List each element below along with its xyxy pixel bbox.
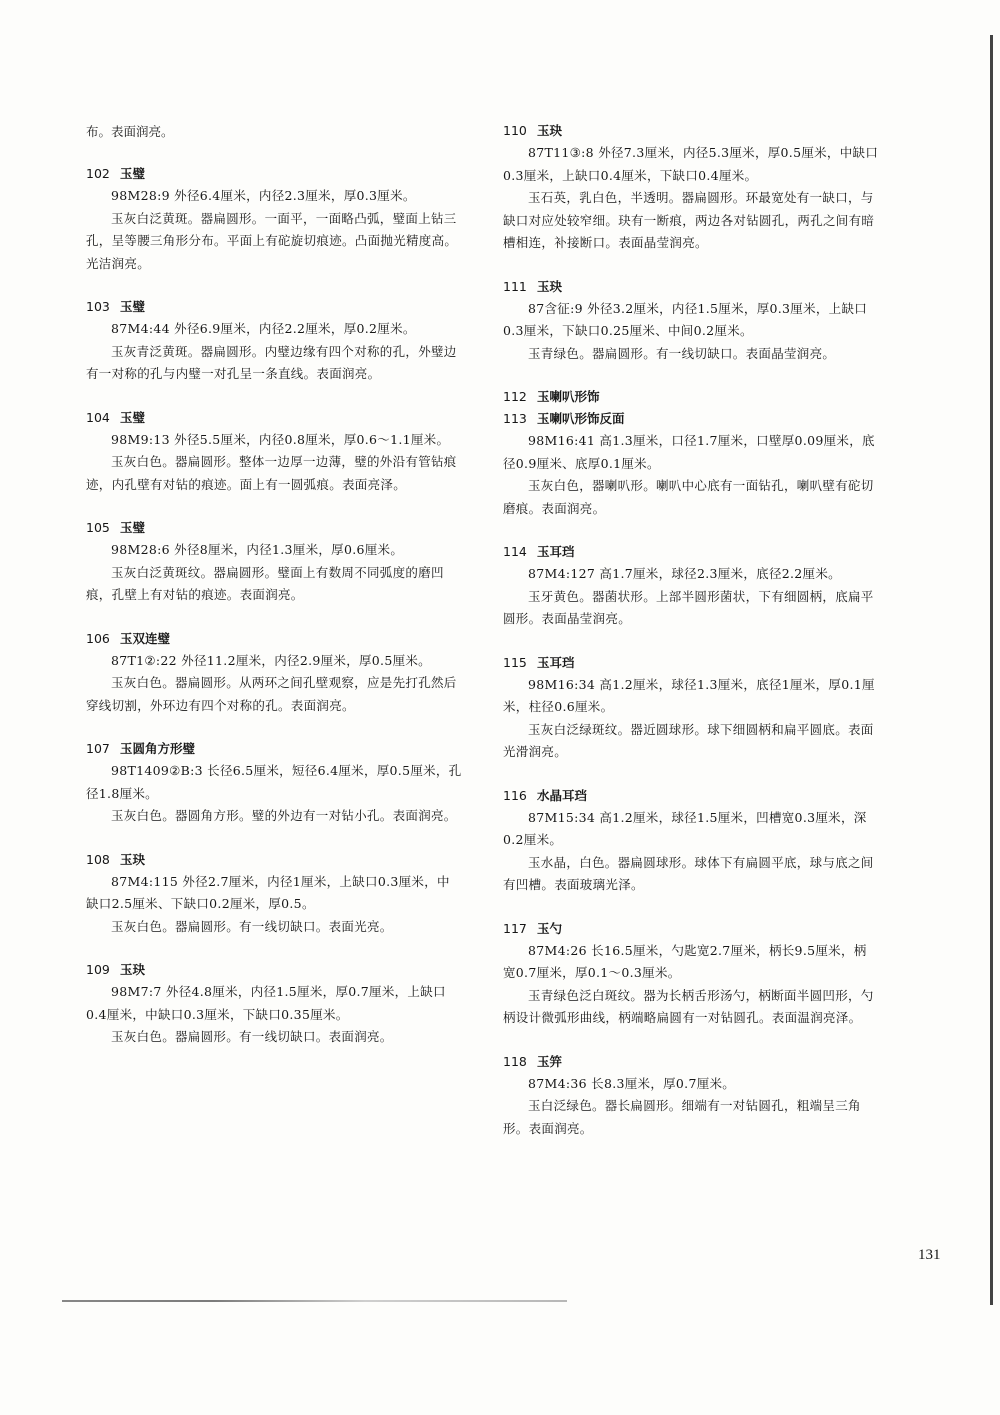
entry-description: 玉灰白色。器扁圆形。有一线切缺口。表面润亮。: [111, 1029, 393, 1044]
entry-heading: [86, 628, 462, 650]
entry-heading: [503, 120, 879, 142]
entry-number: 116: [503, 787, 527, 803]
entry-measurements: 87M4:44 外径6.9厘米，内径2.2厘米，厚0.2厘米。: [111, 321, 416, 336]
entry-measurements: 87T1②:22 外径11.2厘米，内径2.9厘米，厚0.5厘米。: [111, 652, 431, 668]
entry-measurements: 98M28:9 外径6.4厘米，内径2.3厘米，厚0.3厘米。: [111, 188, 416, 203]
entry-number: 106: [86, 630, 110, 646]
entry-title: 玉玦: [537, 123, 563, 138]
entry-title: 玉玦: [120, 851, 146, 867]
entry-measurements: 87M4:36 长8.3厘米，厚0.7厘米。: [528, 1075, 736, 1091]
entry-heading: [86, 163, 462, 185]
right-entries: [503, 120, 879, 1140]
catalog-entry: [503, 408, 879, 520]
entry-number: 102: [86, 166, 110, 181]
entry-description: 玉灰白泛绿斑纹。器近圆球形。球下细圆柄和扁平圆底。表面光滑润亮。: [503, 721, 874, 759]
continuation-text: 布。表面润亮。: [86, 124, 174, 139]
catalog-entry: [86, 849, 462, 939]
scan-edge-line: [990, 35, 993, 1305]
entry-heading: [503, 652, 879, 674]
entry-number: 117: [503, 920, 527, 936]
catalog-entry: [86, 296, 462, 386]
catalog-entry: [503, 386, 879, 408]
catalog-entry: [86, 738, 462, 828]
entry-heading: [503, 386, 879, 408]
entry-title: 玉璧: [120, 166, 146, 181]
entry-title: 玉双连璧: [120, 630, 171, 646]
entry-number: 112: [503, 389, 527, 404]
catalog-entry: [503, 785, 879, 897]
entry-description: 玉青绿色泛白斑纹。器为长柄舌形汤勺，柄断面半圆凹形，勺柄设计微弧形曲线，柄端略扁圆有一对钻圆孔。表面温润亮泽。: [503, 987, 874, 1025]
entry-description: 玉灰白泛黄斑纹。器扁圆形。璧面上有数周不同弧度的磨凹痕，孔壁上有对钻的痕迹。表面润亮。: [86, 564, 444, 602]
entry-description: 玉灰白泛黄斑。器扁圆形。一面平，一面略凸弧，璧面上钻三孔，呈等腰三角形分布。平面上有砣旋切痕迹。凸面抛光精度高。光洁润亮。: [86, 210, 458, 271]
entry-heading: [503, 918, 879, 940]
entry-title: 水晶耳珰: [537, 787, 588, 803]
entry-description: 玉牙黄色。器菌状形。上部半圆形菌状，下有细圆柄，底扁平圆形。表面晶莹润亮。: [503, 588, 874, 626]
entry-heading: [86, 959, 462, 981]
entry-number: 104: [86, 409, 110, 425]
entry-title: 玉圆角方形璧: [120, 741, 196, 756]
entry-title: 玉喇叭形饰反面: [537, 411, 625, 426]
catalog-entry: [503, 652, 879, 764]
entry-heading: [503, 541, 879, 563]
catalog-entry: [86, 517, 462, 607]
entry-title: 玉璧: [120, 409, 146, 425]
entry-number: 109: [86, 962, 110, 977]
entry-measurements: 98M16:34 高1.2厘米，球径1.3厘米，底径1厘米，厚0.1厘米，柱径0.6厘米。: [503, 676, 875, 714]
entry-number: 107: [86, 741, 110, 756]
entry-title: 玉喇叭形饰: [537, 389, 600, 404]
entry-number: 110: [503, 123, 527, 138]
entry-measurements: 98T1409②B:3 长径6.5厘米，短径6.4厘米，厚0.5厘米，孔径1.8厘米。: [86, 763, 462, 801]
scan-bottom-line: [62, 1300, 567, 1302]
catalog-entry: [86, 407, 462, 497]
entry-number: 114: [503, 544, 527, 559]
entry-description: 玉灰青泛黄斑。器扁圆形。内璧边缘有四个对称的孔，外璧边有一对称的孔与内璧一对孔呈一条直线。表面润亮。: [86, 343, 457, 381]
entry-heading: [503, 408, 879, 430]
entry-measurements: 87M4:127 高1.7厘米，球径2.3厘米，底径2.2厘米。: [528, 566, 841, 581]
entry-number: 115: [503, 654, 527, 670]
entry-measurements: 87T11③:8 外径7.3厘米，内径5.3厘米，厚0.5厘米，中缺口0.3厘米，上缺口0.4厘米，下缺口0.4厘米。: [503, 145, 879, 183]
entry-description: 玉灰白色。器圆角方形。璧的外边有一对钻小孔。表面润亮。: [111, 808, 457, 823]
entry-number: 105: [86, 520, 110, 535]
entry-heading: [503, 785, 879, 807]
entry-number: 113: [503, 411, 527, 426]
entry-description: 玉水晶，白色。器扁圆球形。球体下有扁圆平底，球与底之间有凹槽。表面玻璃光泽。: [503, 854, 874, 892]
entry-number: 118: [503, 1053, 527, 1069]
right-column: [503, 120, 879, 1161]
entry-title: 玉笄: [537, 1053, 563, 1069]
catalog-entry: [86, 959, 462, 1049]
entry-measurements: 98M7:7 外径4.8厘米，内径1.5厘米，厚0.7厘米，上缺口0.4厘米，中缺口0.3厘米，下缺口0.35厘米。: [86, 984, 446, 1022]
entry-description: 玉灰白色。器扁圆形。有一线切缺口。表面光亮。: [111, 918, 393, 934]
entry-description: 玉灰白色。器扁圆形。整体一边厚一边薄，璧的外沿有管钻痕迹，内孔壁有对钻的痕迹。面上有一圆弧痕。表面亮泽。: [86, 454, 457, 492]
catalog-entry: [86, 628, 462, 718]
catalog-entry: [503, 120, 879, 255]
entry-title: 玉耳珰: [537, 544, 575, 559]
entry-title: 玉璧: [120, 299, 146, 314]
entry-description: 玉灰白色，器喇叭形。喇叭中心底有一面钻孔，喇叭壁有砣切磨痕。表面润亮。: [503, 478, 874, 516]
entry-measurements: 98M28:6 外径8厘米，内径1.3厘米，厚0.6厘米。: [111, 542, 404, 557]
entry-measurements: 98M16:41 高1.3厘米，口径1.7厘米，口壁厚0.09厘米，底径0.9厘米、底厚0.1厘米。: [503, 433, 875, 471]
entry-title: 玉玦: [537, 278, 563, 294]
catalog-entry: [503, 541, 879, 631]
entry-number: 103: [86, 299, 110, 314]
entry-measurements: 87M4:115 外径2.7厘米，内径1厘米，上缺口0.3厘米，中缺口2.5厘米、下缺口0.2厘米，厚0.5。: [86, 873, 450, 911]
entry-heading: [86, 738, 462, 760]
page-number: 131: [918, 1247, 941, 1263]
entry-description: 玉灰白色。器扁圆形。从两环之间孔壁观察，应是先打孔然后穿线切割，外环边有四个对称的孔。表面润亮。: [86, 675, 457, 713]
entry-heading: [503, 1051, 879, 1073]
entry-heading: [503, 276, 879, 298]
catalog-entry: [503, 918, 879, 1030]
catalog-entry: [503, 1051, 879, 1141]
catalog-entry: [86, 163, 462, 275]
catalog-entry: [503, 276, 879, 366]
entry-title: 玉璧: [120, 520, 146, 535]
entry-description: 玉青绿色。器扁圆形。有一线切缺口。表面晶莹润亮。: [528, 345, 836, 361]
entry-title: 玉耳珰: [537, 654, 575, 670]
entry-heading: [86, 517, 462, 539]
entry-title: 玉勺: [537, 920, 563, 936]
entry-measurements: 98M9:13 外径5.5厘米，内径0.8厘米，厚0.6～1.1厘米。: [111, 431, 450, 447]
entry-number: 111: [503, 278, 527, 294]
entry-heading: [86, 407, 462, 429]
left-column: [86, 120, 462, 1070]
entry-heading: [86, 849, 462, 871]
entry-measurements: 87M15:34 高1.2厘米，球径1.5厘米，凹槽宽0.3厘米，深0.2厘米。: [503, 809, 867, 847]
entry-title: 玉玦: [120, 962, 146, 977]
entry-heading: [86, 296, 462, 318]
entry-number: 108: [86, 851, 110, 867]
entry-description: 玉石英，乳白色，半透明。器扁圆形。环最宽处有一缺口，与缺口对应处较窄细。玦有一断痕，两边各对钻圆孔，两孔之间有暗槽相连，补接断口。表面晶莹润亮。: [503, 190, 875, 250]
left-entries: [86, 163, 462, 1049]
entry-measurements: 87M4:26 长16.5厘米，勺匙宽2.7厘米，柄长9.5厘米，柄宽0.7厘米，厚0.1～0.3厘米。: [503, 942, 867, 980]
entry-description: 玉白泛绿色。器长扁圆形。细端有一对钻圆孔，粗端呈三角形。表面润亮。: [503, 1098, 861, 1136]
entry-measurements: 87含征:9 外径3.2厘米，内径1.5厘米，厚0.3厘米，上缺口0.3厘米，下缺口0.25厘米、中间0.2厘米。: [503, 300, 868, 338]
